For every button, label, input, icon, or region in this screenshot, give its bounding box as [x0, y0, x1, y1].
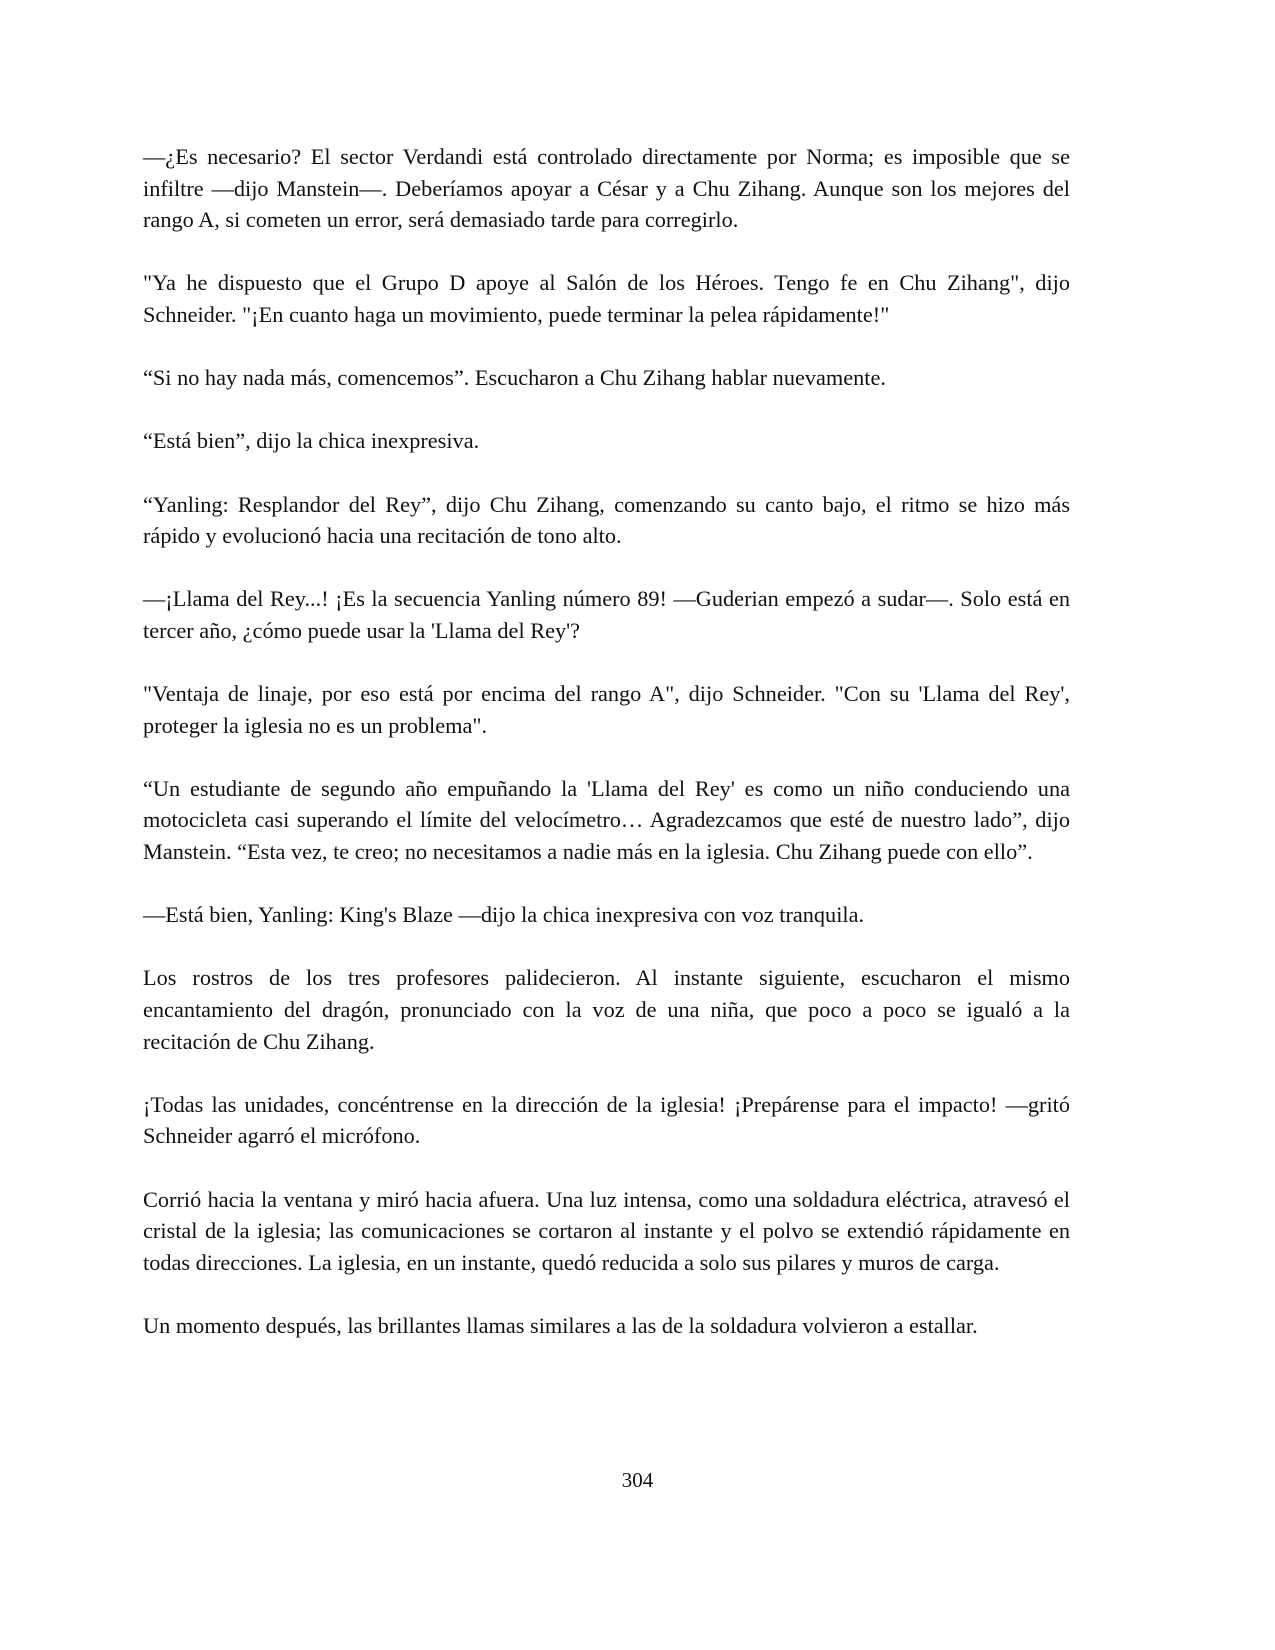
- paragraph: "Ventaja de linaje, por eso está por encima del rango A", dijo Schneider. "Con su 'Llama del Rey', proteger la iglesia no es un problema".: [143, 681, 1070, 738]
- paragraph: ¡Todas las unidades, concéntrense en la dirección de la iglesia! ¡Prepárense para el impacto! —gritó Schneider agarró el micrófono.: [143, 1091, 1070, 1149]
- paragraph: Los rostros de los tres profesores palidecieron. Al instante siguiente, escucharon el mismo encantamiento del dragón, pronunciado con la voz de una niña, que poco a poco se igualó a la recitación de Chu Zihang.: [143, 965, 1070, 1054]
- paragraph: “Un estudiante de segundo año empuñando la 'Llama del Rey' es como un niño conduciendo una motocicleta casi superando el límite del velocímetro… Agradezcamos que esté de nuestro lado”, dijo Manstein. “Esta vez, te creo; no necesitamos a nadie más en la iglesia. Chu Zihang puede con ello”.: [143, 775, 1070, 865]
- paragraph: —Está bien, Yanling: King's Blaze —dijo la chica inexpresiva con voz tranquila.: [143, 902, 865, 928]
- paragraph: “Yanling: Resplandor del Rey”, dijo Chu Zihang, comenzando su canto bajo, el ritmo se hizo más rápido y evolucionó hacia una recitación de tono alto.: [143, 491, 1070, 549]
- page-number: 304: [621, 1468, 654, 1492]
- paragraph: Corrió hacia la ventana y miró hacia afuera. Una luz intensa, como una soldadura eléctrica, atravesó el cristal de la iglesia; las comunicaciones se cortaron al instante y el polvo se extendió rápidamente en todas direcciones. La iglesia, en un instante, quedó reducida a solo sus pilares y muros de carga.: [143, 1186, 1070, 1275]
- paragraph: "Ya he dispuesto que el Grupo D apoye al Salón de los Héroes. Tengo fe en Chu Zihang", dijo Schneider. "¡En cuanto haga un movimiento, puede terminar la pelea rápidamente!": [143, 270, 1070, 327]
- paragraph: —¿Es necesario? El sector Verdandi está controlado directamente por Norma; es imposible que se infiltre —dijo Manstein—. Deberíamos apoyar a César y a Chu Zihang. Aunque son los mejores del rango A, si cometen un error, será demasiado tarde para corregirlo.: [143, 144, 1070, 233]
- paragraph: —¡Llama del Rey...! ¡Es la secuencia Yanling número 89! —Guderian empezó a sudar—. Solo está en tercer año, ¿cómo puede usar la 'Llama del Rey'?: [143, 586, 1070, 643]
- page-body: [143, 141, 1070, 1373]
- paragraph: “Si no hay nada más, comencemos”. Escucharon a Chu Zihang hablar nuevamente.: [143, 365, 886, 391]
- paragraph: Un momento después, las brillantes llamas similares a las de la soldadura volvieron a estallar.: [143, 1312, 978, 1338]
- paragraph: “Está bien”, dijo la chica inexpresiva.: [143, 428, 480, 454]
